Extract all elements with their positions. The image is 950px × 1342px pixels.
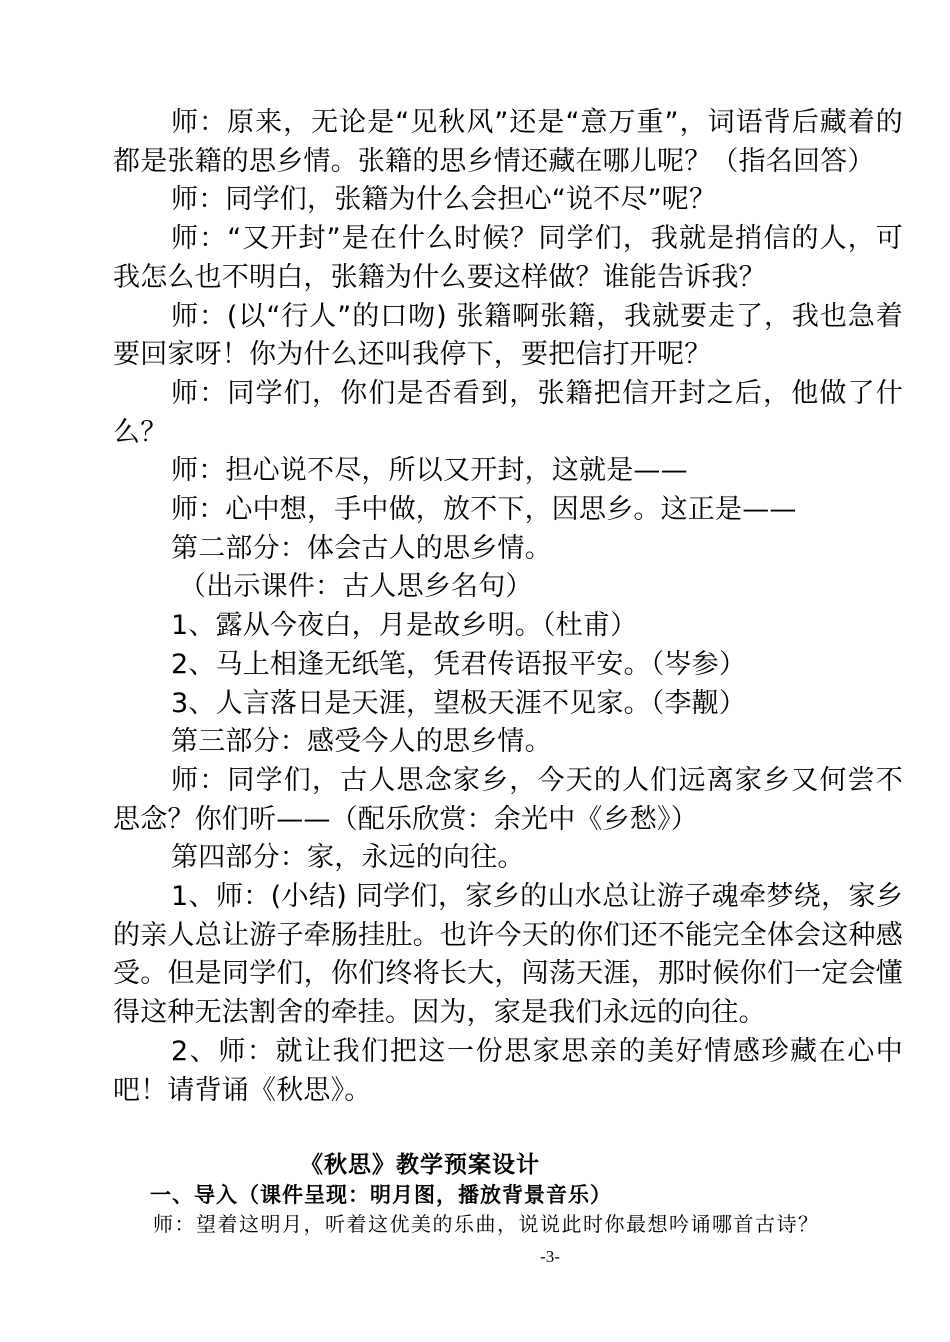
paragraph: 1、师：(小结) 同学们，家乡的山水总让游子魂牵梦绕，家乡的亲人总让游子牵肠挂肚。也许今天的你们还不能完全体会这种感受。但是同学们，你们终将长大，闯荡天涯，那时候你们一定会懂得这种无法割舍的牵挂。因为，家是我们永远的向往。 <box>113 881 903 1029</box>
paragraph: 师：(以“行人”的口吻) 张籍啊张籍，我就要走了，我也急着要回家呀！你为什么还叫我停下，要把信打开呢？ <box>113 300 903 371</box>
quote-item: 2、马上相逢无纸笔，凭君传语报平安。（岑参） <box>171 648 747 680</box>
paragraph: （出示课件：古人思乡名句） <box>179 571 533 603</box>
quote-item: 3、人言落日是天涯，望极天涯不见家。（李觏） <box>171 687 747 719</box>
paragraph: 师：同学们，你们是否看到，张籍把信开封之后，他做了什么？ <box>113 377 903 448</box>
part-heading: 第四部分：家，永远的向往。 <box>171 842 525 874</box>
page-number: -3- <box>540 1247 560 1266</box>
paragraph: 师：心中想，手中做，放不下，因思乡。这正是—— <box>171 494 797 526</box>
plan-title: 《秋思》教学预案设计 <box>300 1151 540 1178</box>
part-heading: 第二部分：体会古人的思乡情。 <box>171 532 552 564</box>
paragraph: 师：原来，无论是“见秋风”还是“意万重”，词语背后藏着的都是张籍的思乡情。张籍的思乡情还藏在哪儿呢？（指名回答） <box>113 107 903 177</box>
part-heading: 第三部分：感受今人的思乡情。 <box>171 726 552 758</box>
paragraph: 师：担心说不尽，所以又开封，这就是—— <box>171 455 688 487</box>
paragraph: 2、师：就让我们把这一份思家思亲的美好情感珍藏在心中吧！请背诵《秋思》。 <box>113 1035 903 1106</box>
lesson-body <box>113 104 903 1110</box>
paragraph: 师：同学们，古人思念家乡，今天的人们远离家乡又何尝不思念？你们听——（配乐欣赏：余光中《乡愁》） <box>113 764 903 835</box>
paragraph: 师：“又开封”是在什么时候？同学们，我就是捎信的人，可我怎么也不明白，张籍为什么要这样做？谁能告诉我？ <box>113 223 903 293</box>
paragraph: 师：同学们，张籍为什么会担心“说不尽”呢？ <box>171 184 717 216</box>
section-heading: 一、导入（课件呈现：明月图，播放背景音乐） <box>150 1182 612 1207</box>
intro-line: 师：望着这明月，听着这优美的乐曲，说说此时你最想吟诵哪首古诗？ <box>153 1212 820 1236</box>
quote-item: 1、露从今夜白，月是故乡明。（杜甫） <box>171 610 638 642</box>
